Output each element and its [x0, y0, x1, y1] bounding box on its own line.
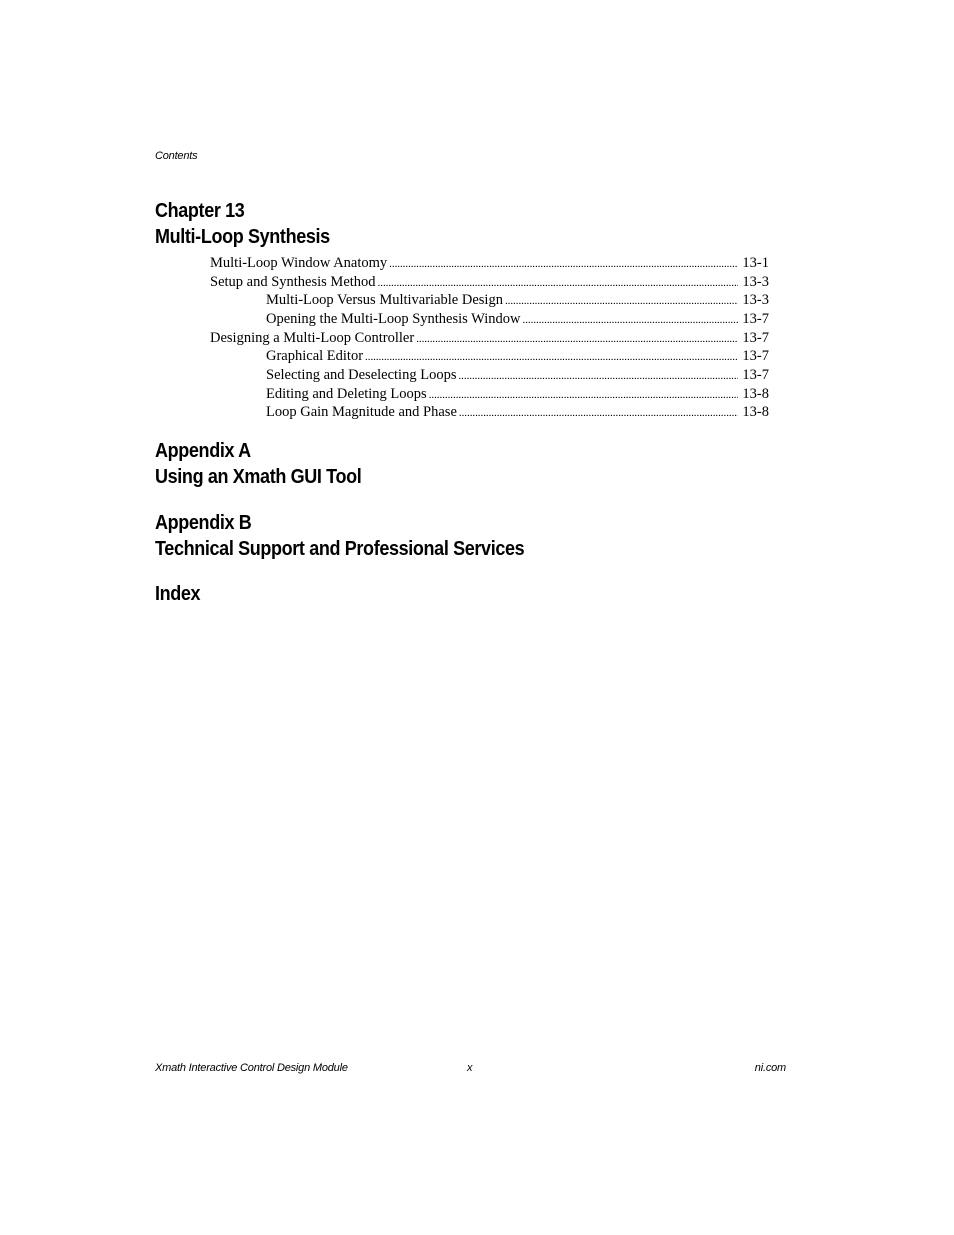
toc-entry-title: Setup and Synthesis Method	[210, 273, 376, 290]
toc-entry-title: Editing and Deleting Loops	[266, 385, 427, 402]
toc-entry-page: 13-7	[742, 348, 769, 364]
dot-leader	[429, 386, 739, 404]
toc-entry-page: 13-7	[742, 311, 769, 327]
toc-entry-page: 13-3	[742, 273, 769, 290]
appendix-a-title: Using an Xmath GUI Tool	[155, 466, 362, 488]
toc-entry-title: Graphical Editor	[266, 348, 364, 364]
toc-entry-page: 13-1	[742, 255, 769, 271]
toc-entry[interactable]	[266, 385, 769, 403]
toc-entry[interactable]	[210, 329, 769, 347]
index-label: Index	[155, 583, 201, 605]
toc-entry-title: Selecting and Deselecting Loops	[266, 367, 457, 383]
running-head: Contents	[155, 150, 198, 162]
chapter-13-heading[interactable]	[155, 198, 330, 250]
dot-leader	[459, 404, 739, 422]
toc-entry[interactable]	[266, 403, 769, 421]
footer-manual-title: Xmath Interactive Control Design Module	[155, 1062, 348, 1074]
toc-entry-title: Opening the Multi-Loop Synthesis Window	[266, 311, 521, 327]
toc-entry-title: Designing a Multi-Loop Controller	[210, 329, 415, 346]
dot-leader	[458, 367, 738, 385]
toc-entry-title: Loop Gain Magnitude and Phase	[266, 404, 457, 420]
toc-entry-page: 13-3	[742, 292, 769, 308]
toc-entry[interactable]	[210, 254, 769, 272]
toc-entry[interactable]	[210, 273, 769, 291]
footer-page-number: x	[467, 1062, 473, 1074]
dot-leader	[365, 348, 738, 366]
chapter-13-title: Multi-Loop Synthesis	[155, 226, 330, 248]
toc-entry-title: Multi-Loop Window Anatomy	[210, 255, 388, 271]
appendix-a-heading[interactable]	[155, 438, 361, 490]
toc-entry-page: 13-7	[742, 367, 769, 383]
toc-entry[interactable]	[266, 291, 769, 309]
appendix-a-label: Appendix A	[155, 440, 251, 462]
appendix-b-label: Appendix B	[155, 512, 252, 534]
toc-entry-page: 13-8	[742, 404, 769, 420]
chapter-13-label: Chapter 13	[155, 200, 245, 222]
dot-leader	[378, 274, 739, 292]
dot-leader	[416, 330, 738, 348]
footer-website: ni.com	[754, 1062, 786, 1074]
dot-leader	[389, 255, 738, 273]
appendix-b-title: Technical Support and Professional Services	[155, 538, 525, 560]
toc-entry[interactable]	[266, 347, 769, 365]
toc-entry[interactable]	[266, 310, 769, 328]
toc-entry-page: 13-7	[742, 329, 769, 346]
dot-leader	[523, 311, 739, 329]
appendix-b-heading[interactable]	[155, 510, 524, 562]
toc-entry-page: 13-8	[742, 385, 769, 402]
toc-entry[interactable]	[266, 366, 769, 384]
dot-leader	[505, 292, 738, 310]
toc-entry-title: Multi-Loop Versus Multivariable Design	[266, 292, 503, 308]
index-heading[interactable]	[155, 581, 200, 607]
